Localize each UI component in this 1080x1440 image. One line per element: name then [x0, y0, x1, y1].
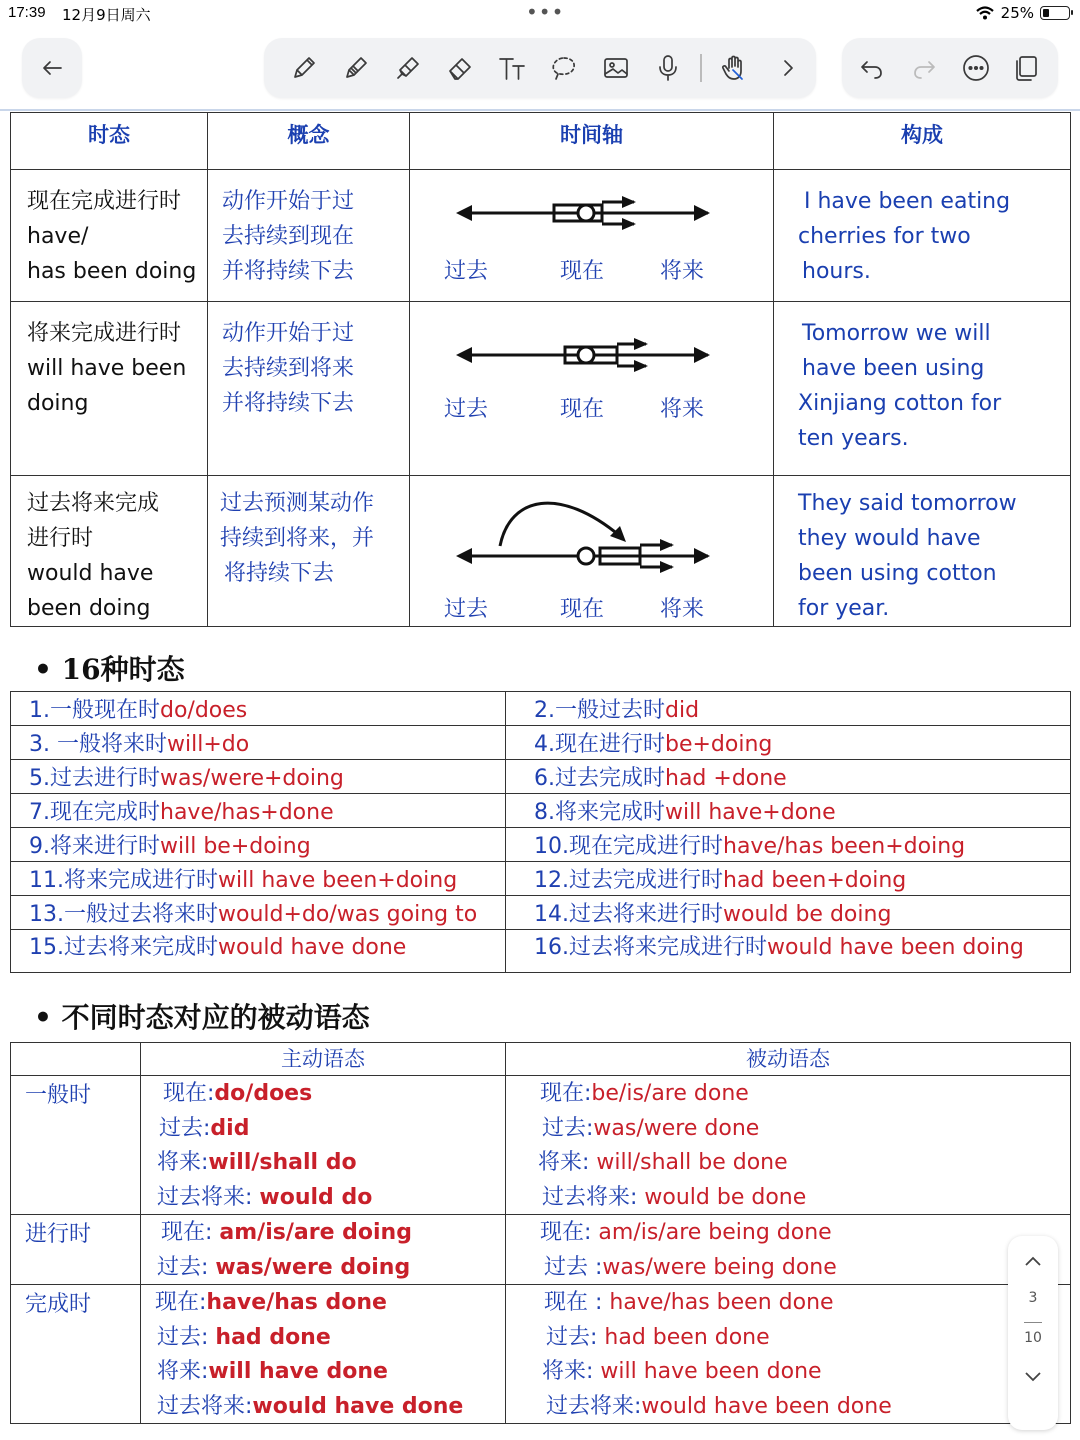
table-row — [11, 794, 1071, 828]
form-label: 过去: — [157, 1254, 216, 1280]
timeline-cell — [410, 302, 774, 476]
active-voice-cell — [141, 1076, 506, 1215]
page-scroller[interactable] — [1008, 1236, 1058, 1430]
tense-form: had been+doing — [723, 868, 907, 893]
passive-table-header — [11, 1043, 1071, 1076]
tense-form: would have done — [218, 935, 407, 960]
form-label: 过去将来: — [546, 1393, 642, 1419]
form-label: 现在: — [161, 1220, 220, 1245]
table-row — [11, 726, 1071, 760]
passive-form-line — [506, 1145, 1070, 1180]
tense-item — [506, 692, 1071, 726]
concept-line: 去持续到将来 — [222, 356, 355, 381]
highlighter-icon[interactable] — [390, 50, 426, 86]
concept-line: 动作开始于过 — [222, 189, 355, 214]
tense-cell — [11, 476, 208, 627]
form-value: would have been done — [641, 1393, 892, 1419]
timeline-label-past: 过去 — [444, 597, 489, 622]
tense-name: 10.现在完成进行时 — [534, 834, 723, 859]
timeline-label-now: 现在 — [560, 597, 605, 622]
header-structure: 构成 — [774, 113, 1071, 170]
status-bar — [0, 0, 1080, 28]
form-label: 过去将来: — [157, 1393, 253, 1419]
form-label: 过去将来: — [157, 1184, 260, 1210]
active-form-line — [141, 1250, 505, 1285]
form-label: 过去: — [159, 1115, 211, 1141]
passive-form-line — [506, 1111, 1070, 1146]
concept-line: 并将持续下去 — [222, 259, 355, 284]
form-value: will/shall be done — [596, 1150, 788, 1175]
header-concept: 概念 — [208, 113, 410, 170]
tense-name: 13.一般过去将来时 — [29, 902, 218, 927]
concept-line: 并将持续下去 — [222, 391, 355, 416]
header-passive: 被动语态 — [506, 1043, 1071, 1076]
tense-line: 进行时 — [27, 526, 94, 551]
header-tense: 时态 — [11, 113, 208, 170]
tense-name: 8.将来完成时 — [534, 800, 665, 825]
tense-name: 5.过去进行时 — [29, 766, 160, 791]
tense-item — [11, 794, 506, 828]
tense-item — [506, 896, 1071, 930]
tense-line: 过去将来完成 — [27, 491, 160, 516]
tense-item — [11, 896, 506, 930]
tense-item — [11, 692, 506, 726]
form-value: will have done — [208, 1359, 388, 1384]
timeline-label-future: 将来 — [660, 397, 705, 422]
passive-form-line — [506, 1389, 1070, 1424]
concept-cell — [208, 476, 410, 627]
tense-name: 6.过去完成时 — [534, 766, 665, 791]
tense-form: have/has+done — [160, 800, 334, 825]
table-row — [11, 930, 1071, 973]
right-toolbar — [842, 38, 1058, 98]
concept-cell — [208, 302, 410, 476]
tense-form: would+do/was going to — [218, 902, 478, 927]
tense-line: 现在完成进行时 — [27, 189, 182, 214]
example-cell — [774, 476, 1071, 627]
section-heading-16-tenses: • 16种时态 — [34, 653, 185, 686]
redo-icon[interactable] — [906, 50, 942, 86]
passive-voice-table — [10, 1042, 1071, 1424]
timeline-table — [10, 112, 1071, 627]
tense-name: 3. 一般将来时 — [29, 732, 167, 757]
page-separator — [1024, 1322, 1042, 1323]
form-label: 将来: — [542, 1359, 601, 1384]
timeline-label-now: 现在 — [560, 397, 605, 422]
form-value: was/were doing — [215, 1254, 411, 1280]
back-button[interactable] — [22, 38, 82, 98]
form-value: be/is/are done — [591, 1081, 749, 1106]
tense-name: 2.一般过去时 — [534, 698, 665, 723]
example-line: for year. — [798, 596, 890, 621]
example-line: cherries for two — [798, 224, 971, 249]
table-row — [11, 1285, 1071, 1424]
status-right — [975, 4, 1070, 22]
form-label: 将来: — [538, 1150, 597, 1175]
form-label: 将来: — [157, 1359, 209, 1384]
form-label: 现在 : — [544, 1290, 610, 1315]
tense-item — [11, 760, 506, 794]
header-timeline: 时间轴 — [410, 113, 774, 170]
form-value: am/is/are doing — [219, 1220, 412, 1245]
chevron-down-icon[interactable] — [1023, 1366, 1043, 1386]
timeline-label-future: 将来 — [660, 597, 705, 622]
passive-voice-cell — [506, 1215, 1071, 1285]
example-line: Xinjiang cotton for — [798, 391, 1002, 416]
example-cell — [774, 170, 1071, 302]
form-value: would have done — [252, 1393, 464, 1419]
tense-name: 9.将来进行时 — [29, 834, 160, 859]
form-label: 现在: — [155, 1290, 207, 1315]
form-label: 将来: — [157, 1150, 209, 1175]
battery-icon — [1040, 6, 1070, 20]
timeline-label-future: 将来 — [660, 259, 705, 284]
example-line: hours. — [802, 259, 871, 284]
passive-form-line — [506, 1250, 1070, 1285]
tense-item — [506, 828, 1071, 862]
tense-line: 将来完成进行时 — [27, 321, 182, 346]
tense-line: been doing — [27, 596, 151, 621]
header-active: 主动语态 — [141, 1043, 506, 1076]
form-value: do/does — [214, 1081, 313, 1106]
toolbar-divider-line — [0, 109, 1080, 111]
active-form-line — [141, 1389, 505, 1424]
passive-form-line — [506, 1320, 1070, 1355]
timeline-cell — [410, 476, 774, 627]
lasso-icon[interactable] — [546, 50, 582, 86]
tense-item — [506, 726, 1071, 760]
tense-form: will be+doing — [160, 834, 311, 859]
form-label: 过去将来: — [542, 1184, 645, 1210]
tense-name: 12.过去完成进行时 — [534, 868, 723, 893]
tense-cell — [11, 302, 208, 476]
battery-percent: 25% — [1000, 4, 1034, 22]
tense-form: will have been+doing — [218, 868, 458, 893]
timeline-diagram — [410, 302, 772, 474]
example-cell — [774, 302, 1071, 476]
tense-item — [506, 794, 1071, 828]
form-value: had done — [215, 1324, 331, 1350]
text-icon[interactable] — [494, 50, 530, 86]
chevron-up-icon[interactable] — [1023, 1252, 1043, 1272]
form-value: have/has done — [206, 1290, 387, 1315]
active-form-line — [141, 1320, 505, 1355]
passive-voice-cell — [506, 1285, 1071, 1424]
table-row — [11, 476, 1071, 627]
tense-item — [11, 828, 506, 862]
active-form-line — [141, 1285, 505, 1320]
active-form-line — [141, 1180, 505, 1215]
tense-line: has been doing — [27, 259, 197, 284]
pages-icon[interactable] — [1008, 50, 1044, 86]
concept-line: 去持续到现在 — [222, 224, 355, 249]
tense-form: was/were+doing — [160, 766, 344, 791]
example-line: They said tomorrow — [798, 491, 1017, 516]
tense-name: 4.现在进行时 — [534, 732, 665, 757]
tense-form: have/has been+doing — [723, 834, 966, 859]
form-value: had been done — [604, 1324, 770, 1350]
form-label: 过去: — [542, 1115, 594, 1141]
table-row — [11, 302, 1071, 476]
example-line: been using cotton — [798, 561, 997, 586]
wifi-icon — [975, 5, 995, 21]
tense-item — [11, 930, 506, 973]
eraser-icon[interactable] — [442, 50, 478, 86]
tense-item — [506, 862, 1071, 896]
tense-item — [11, 726, 506, 760]
status-date: 12月9日周六 — [62, 6, 151, 24]
tense-cell — [11, 170, 208, 302]
form-value: was/were done — [593, 1115, 760, 1141]
tense-name: 14.过去将来进行时 — [534, 902, 723, 927]
active-form-line — [141, 1354, 505, 1389]
example-line: have been using — [802, 356, 985, 381]
passive-form-line — [506, 1354, 1070, 1389]
tense-item — [11, 862, 506, 896]
tense-group-name: 一般时 — [11, 1076, 141, 1215]
form-value: am/is/are being done — [598, 1220, 832, 1245]
tense-line: will have been — [27, 356, 187, 381]
example-line: ten years. — [798, 426, 909, 451]
timeline-cell — [410, 170, 774, 302]
tense-name: 1.一般现在时 — [29, 698, 160, 723]
passive-voice-cell — [506, 1076, 1071, 1215]
form-label: 现在: — [540, 1081, 592, 1106]
form-value: did — [210, 1115, 250, 1141]
tense-form: would be doing — [723, 902, 892, 927]
timeline-label-now: 现在 — [560, 259, 605, 284]
tense-line: would have — [27, 561, 154, 586]
timeline-label-past: 过去 — [444, 259, 489, 284]
tense-form: will+do — [166, 732, 250, 757]
table-row — [11, 692, 1071, 726]
active-form-line — [141, 1215, 505, 1250]
table-row — [11, 170, 1071, 302]
tense-name: 15.过去将来完成时 — [29, 935, 218, 960]
active-voice-cell — [141, 1285, 506, 1424]
tense-group-name: 进行时 — [11, 1215, 141, 1285]
form-label: 过去: — [546, 1324, 605, 1350]
timeline-label-past: 过去 — [444, 397, 489, 422]
table-row — [11, 1215, 1071, 1285]
current-page: 3 — [1028, 1290, 1038, 1306]
form-label: 现在: — [540, 1220, 599, 1245]
tense-form: had +done — [665, 766, 787, 791]
active-form-line — [141, 1111, 505, 1146]
passive-form-line — [506, 1076, 1070, 1111]
table-row — [11, 862, 1071, 896]
concept-line: 过去预测某动作 — [220, 491, 375, 516]
form-value: will have been done — [600, 1359, 822, 1384]
toolbar-divider — [700, 54, 702, 82]
hand-touch-icon[interactable] — [716, 50, 752, 86]
passive-form-line — [506, 1285, 1070, 1320]
chevron-right-icon[interactable] — [770, 50, 806, 86]
tense-name: 11.将来完成进行时 — [29, 868, 218, 893]
table-row — [11, 896, 1071, 930]
undo-icon[interactable] — [854, 50, 890, 86]
total-pages: 10 — [1024, 1330, 1042, 1346]
section-heading-passive: • 不同时态对应的被动语态 — [34, 1001, 370, 1034]
microphone-icon[interactable] — [650, 50, 686, 86]
concept-cell — [208, 170, 410, 302]
pencil-icon[interactable] — [338, 50, 374, 86]
tense-form: would have been doing — [767, 935, 1024, 960]
tense-form: did — [665, 698, 700, 723]
example-line: they would have — [798, 526, 981, 551]
concept-line: 动作开始于过 — [222, 321, 355, 346]
tense-name: 16.过去将来完成进行时 — [534, 935, 767, 960]
tense-name: 7.现在完成时 — [29, 800, 160, 825]
tenses-16-table — [10, 691, 1071, 973]
form-value: have/has been done — [609, 1290, 834, 1315]
form-label: 现在: — [163, 1081, 215, 1106]
status-time: 17:39 — [8, 4, 46, 21]
header-empty — [11, 1043, 141, 1076]
passive-form-line — [506, 1180, 1070, 1215]
concept-line: 将持续下去 — [224, 561, 335, 586]
tense-item — [506, 760, 1071, 794]
form-label: 过去: — [157, 1324, 216, 1350]
active-voice-cell — [141, 1215, 506, 1285]
form-value: was/were being done — [602, 1254, 837, 1280]
image-icon[interactable] — [598, 50, 634, 86]
multitask-dots[interactable]: ••• — [526, 0, 565, 24]
concept-line: 持续到将来，并 — [220, 526, 375, 551]
more-icon[interactable] — [958, 50, 994, 86]
example-line: Tomorrow we will — [802, 321, 991, 346]
table-row — [11, 760, 1071, 794]
tense-line: have/ — [27, 224, 89, 249]
passive-form-line — [506, 1215, 1070, 1250]
form-value: would do — [259, 1184, 373, 1210]
pen-icon[interactable] — [286, 50, 322, 86]
tense-form: will have+done — [665, 800, 836, 825]
tense-form: do/does — [160, 698, 248, 723]
tense-item — [506, 930, 1071, 973]
tense-line: doing — [27, 391, 89, 416]
form-label: 过去 : — [544, 1254, 603, 1280]
tense-group-name: 完成时 — [11, 1285, 141, 1424]
battery-level — [1043, 9, 1049, 17]
table-row — [11, 1076, 1071, 1215]
form-value: would be done — [644, 1184, 807, 1210]
table-row — [11, 828, 1071, 862]
back-arrow-icon — [34, 50, 70, 86]
example-line: I have been eating — [804, 189, 1011, 214]
tense-form: be+doing — [665, 732, 773, 757]
drawing-toolbar — [264, 38, 816, 98]
active-form-line — [141, 1076, 505, 1111]
timeline-table-header — [11, 113, 1071, 170]
form-value: will/shall do — [208, 1150, 357, 1175]
active-form-line — [141, 1145, 505, 1180]
